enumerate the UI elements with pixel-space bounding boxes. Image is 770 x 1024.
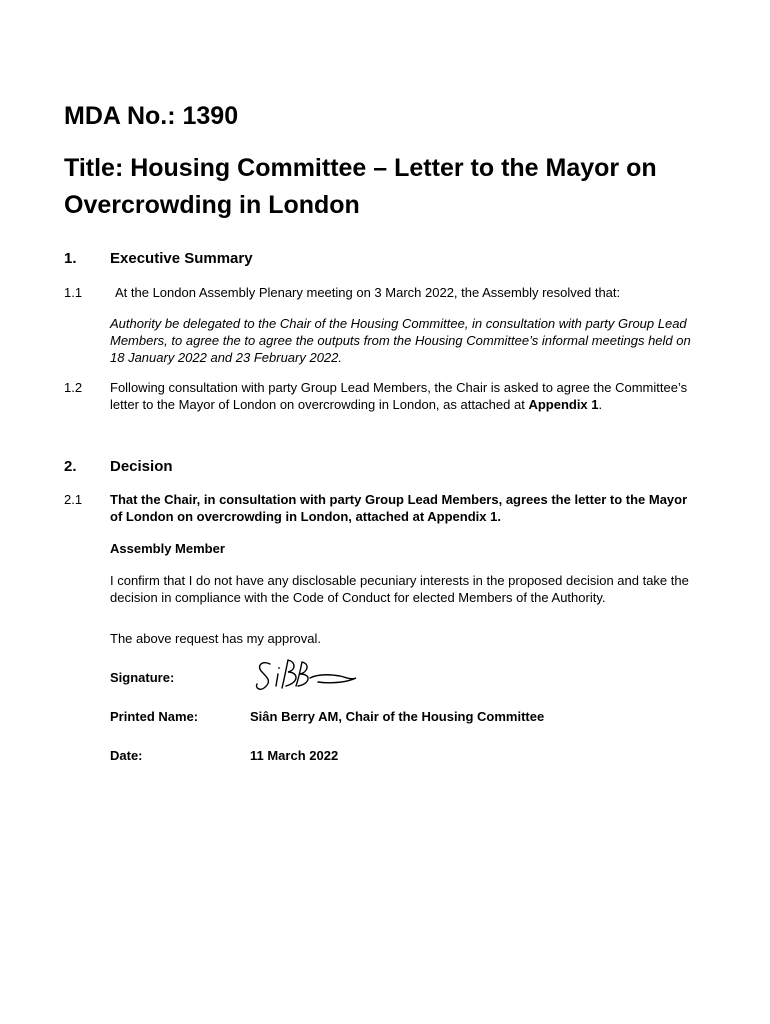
- para-1-1-quote: Authority be delegated to the Chair of the Housing Committee, in consultation with party Group Lead Members, to agree the to agree the outputs from the Housing Committee’s informal meetings held on 18 January 2022 and 23 February 2022.: [110, 316, 691, 365]
- date-label: Date:: [110, 748, 143, 763]
- para-1-2-end: .: [598, 397, 603, 412]
- section-2-heading: Decision: [110, 458, 173, 475]
- signature-image: [252, 654, 362, 694]
- section-2-number: 2.: [64, 458, 77, 475]
- mda-number: MDA No.: 1390: [64, 102, 239, 130]
- signature-label: Signature:: [110, 670, 175, 685]
- document-title: Title: Housing Committee – Letter to the Mayor on Overcrowding in London: [64, 154, 657, 219]
- date-value: 11 March 2022: [250, 748, 339, 763]
- para-2-1-number: 2.1: [64, 492, 83, 507]
- declaration-text: I confirm that I do not have any disclosable pecuniary interests in the proposed decision and take the decision in compliance with the Code of Conduct for elected Members of the Authority.: [110, 573, 689, 605]
- assembly-member-heading: Assembly Member: [110, 541, 225, 556]
- printed-name-label: Printed Name:: [110, 709, 199, 724]
- approval-text: The above request has my approval.: [110, 631, 322, 646]
- appendix-reference: Appendix 1: [528, 397, 599, 412]
- section-1-heading: Executive Summary: [110, 250, 253, 267]
- para-1-1-text: At the London Assembly Plenary meeting on 3 March 2022, the Assembly resolved that:: [115, 285, 621, 300]
- para-1-2-text: Following consultation with party Group Lead Members, the Chair is asked to agree the Committee’s letter to the Mayor of London on overcrowding in London, as attached at: [110, 380, 688, 412]
- para-1-2: [110, 379, 695, 413]
- para-1-1-number: 1.1: [64, 285, 83, 300]
- section-1-number: 1.: [64, 250, 77, 267]
- para-1-2-number: 1.2: [64, 380, 83, 395]
- para-2-1-text: That the Chair, in consultation with party Group Lead Members, agrees the letter to the Mayor of London on overcrowding in London, attached at Appendix 1.: [110, 492, 688, 524]
- printed-name-value: Siân Berry AM, Chair of the Housing Committee: [250, 709, 545, 724]
